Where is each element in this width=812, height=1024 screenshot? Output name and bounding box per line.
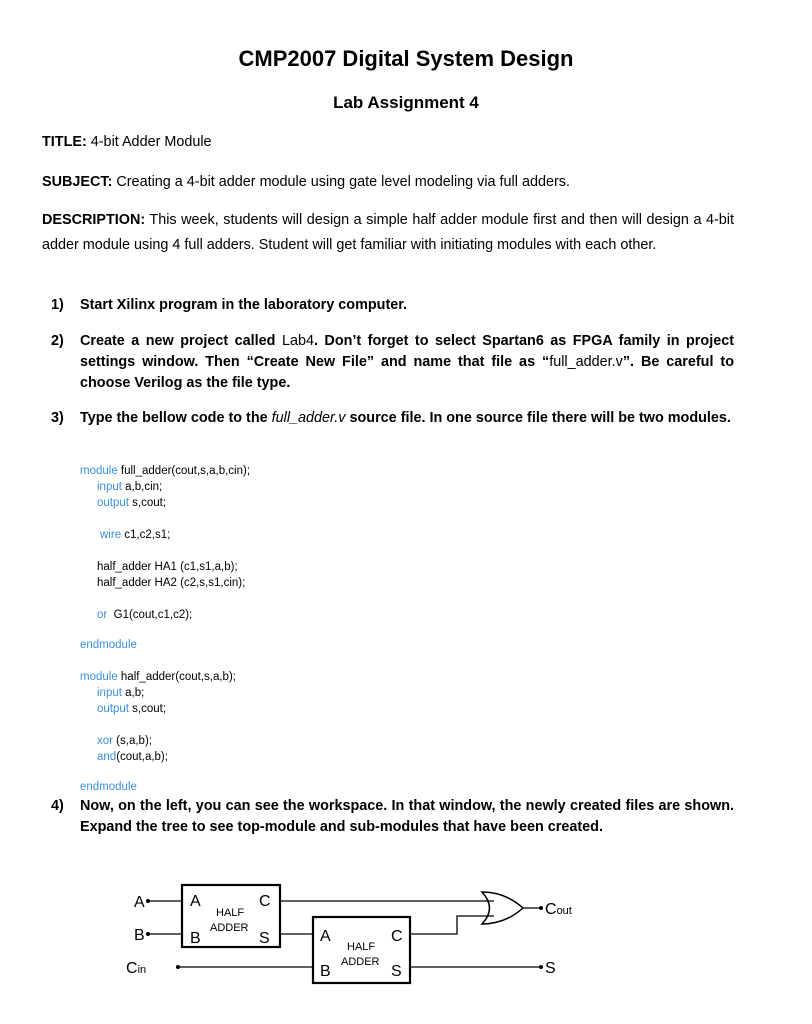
step-2-part2: . Don’t forget to select Spartan6 as FPGA family in project settings window. Then “Create New File” and name that file as “ — [80, 333, 734, 370]
subject-value: Creating a 4-bit adder module using gate level modeling via full adders. — [116, 174, 570, 190]
ha1-label-adder: ADDER — [210, 922, 249, 934]
keyword-module: module — [80, 465, 118, 477]
ha1-port-c: C — [259, 893, 271, 910]
code-text: G1(cout,c1,c2); — [107, 609, 193, 621]
file-name: full_adder.v — [549, 354, 623, 370]
ha1-label-half: HALF — [216, 907, 245, 919]
code-line-fa-wire — [100, 528, 170, 543]
input-cin-label: Cin — [126, 960, 147, 977]
title-value: 4-bit Adder Module — [90, 134, 212, 150]
code-line-fa-decl — [80, 464, 250, 479]
step-3-text — [80, 408, 734, 429]
code-line-ha-endmodule: endmodule — [80, 781, 137, 793]
code-line-fa-ha2: half_adder HA2 (c2,s,s1,cin); — [97, 577, 246, 589]
title-line — [42, 131, 734, 153]
ha1-port-s: S — [259, 930, 270, 947]
code-line-fa-endmodule: endmodule — [80, 639, 137, 651]
code-text: half_adder(cout,s,a,b); — [117, 671, 236, 683]
step-4-text: Now, on the left, you can see the workspace. In that window, the newly created files are shown. Expand the tree to see top-module and sub-modules that have been created. — [80, 798, 734, 835]
output-s-label: S — [545, 960, 556, 977]
keyword-input: input — [97, 687, 122, 699]
step-2-part1: Create a new project called — [80, 333, 282, 349]
step-2-number: 2) — [51, 333, 64, 349]
keyword-module: module — [80, 671, 118, 683]
code-text: (cout,a,b); — [116, 751, 168, 763]
code-text: s,cout; — [128, 497, 167, 509]
code-text: c1,c2,s1; — [121, 529, 171, 541]
step-2-text — [80, 331, 734, 394]
keyword-and: and — [97, 751, 117, 763]
ha2-port-s: S — [391, 963, 402, 980]
ha2-port-b: B — [320, 963, 331, 980]
ha1-port-a: A — [190, 893, 201, 910]
output-cout-label: Cout — [545, 901, 572, 918]
input-b-label: B — [134, 927, 145, 944]
code-line-fa-ha1: half_adder HA1 (c1,s1,a,b); — [97, 561, 238, 573]
keyword-xor: xor — [97, 735, 113, 747]
title-label: TITLE: — [42, 134, 87, 150]
or-gate — [482, 892, 523, 924]
code-text: a,b; — [121, 687, 145, 699]
step-3-part1: Type the bellow code to the — [80, 410, 272, 426]
code-line-ha-decl — [80, 670, 236, 685]
code-line-fa-input — [97, 480, 162, 495]
code-line-ha-xor — [97, 734, 152, 749]
ha1-port-b: B — [190, 930, 201, 947]
step-4-number: 4) — [51, 798, 64, 814]
keyword-output: output — [97, 497, 129, 509]
description-value: This week, students will design a simple half adder module first and then will design a 4-bit adder module using 4 full adders. Student will get familiar with initiating modules with each other. — [42, 212, 734, 253]
subject-label: SUBJECT: — [42, 174, 113, 190]
keyword-or: or — [97, 609, 108, 621]
code-text: full_adder(cout,s,a,b,cin); — [117, 465, 251, 477]
keyword-output: output — [97, 703, 129, 715]
code-line-fa-output — [97, 496, 166, 511]
full-adder-diagram — [0, 870, 812, 1024]
code-line-fa-or — [97, 608, 192, 623]
code-line-ha-and — [97, 750, 168, 765]
subject-line — [42, 171, 734, 193]
document-subtitle: Lab Assignment 4 — [333, 93, 479, 112]
project-name: Lab4 — [281, 333, 314, 349]
step-3-number: 3) — [51, 410, 64, 426]
keyword-input: input — [97, 481, 122, 493]
ha2-port-a: A — [320, 928, 331, 945]
source-file-name: full_adder.v — [271, 410, 346, 426]
ha2-label-half: HALF — [347, 941, 376, 953]
step-3-part2: source file. In one source file there will be two modules. — [345, 410, 731, 426]
ha2-label-adder: ADDER — [341, 956, 380, 968]
code-line-ha-input — [97, 686, 144, 701]
document-title: CMP2007 Digital System Design — [238, 46, 574, 71]
description-paragraph — [42, 208, 734, 258]
code-text: s,cout; — [128, 703, 167, 715]
code-line-ha-output — [97, 702, 166, 717]
input-a-label: A — [134, 894, 145, 911]
code-text: (s,a,b); — [112, 735, 152, 747]
ha2-port-c: C — [391, 928, 403, 945]
step-1-text: Start Xilinx program in the laboratory computer. — [80, 297, 408, 313]
description-label: DESCRIPTION: — [42, 212, 146, 228]
step-1-number: 1) — [51, 297, 64, 313]
keyword-wire: wire — [100, 529, 122, 541]
code-text: a,b,cin; — [121, 481, 163, 493]
step-2-part3: ”. Be careful to choose Verilog as the file type. — [80, 354, 734, 391]
